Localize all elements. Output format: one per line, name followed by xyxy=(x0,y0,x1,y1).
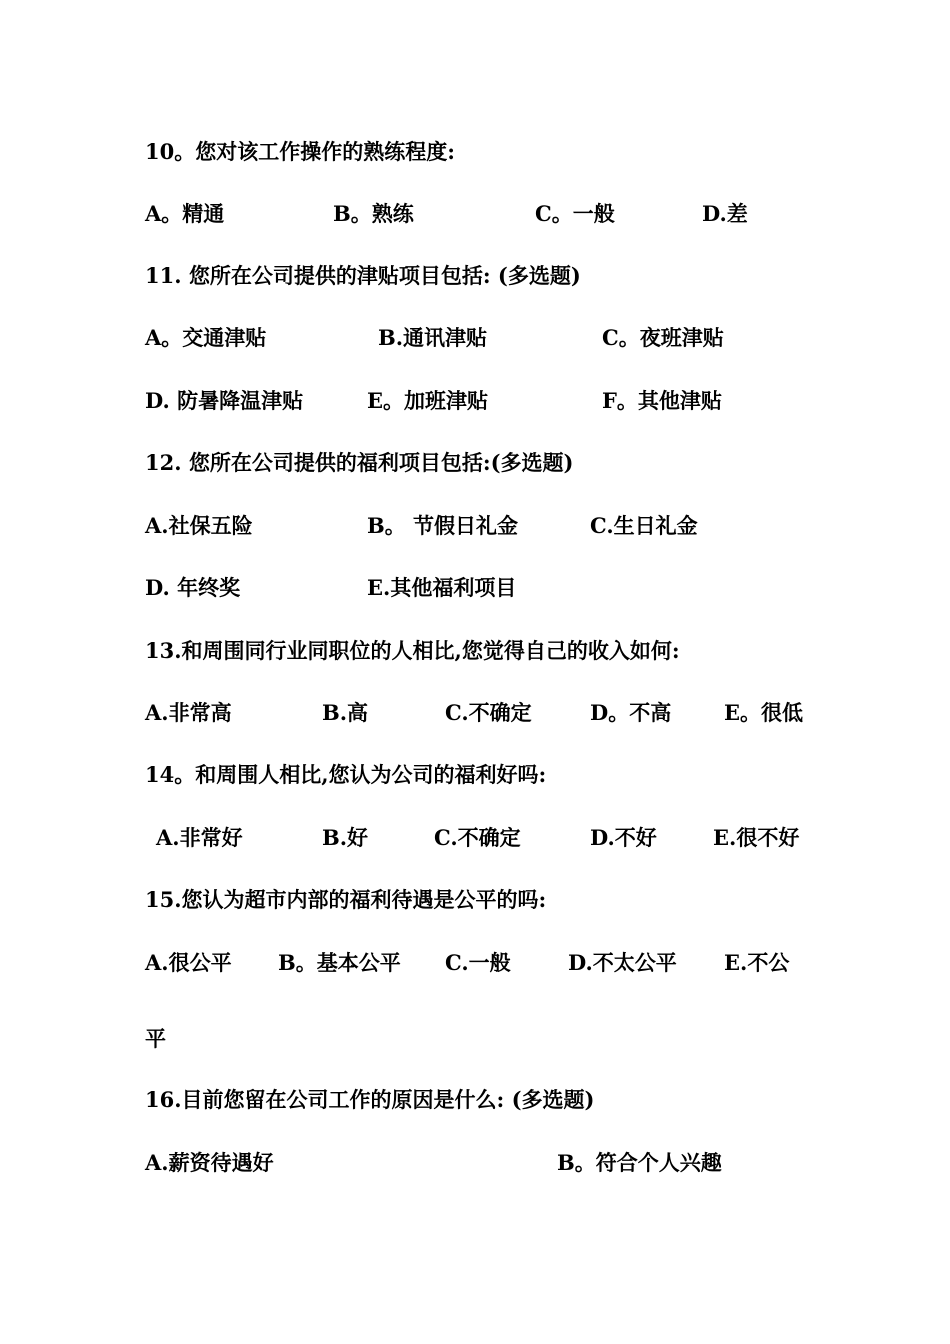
option-c: C。夜班津贴 xyxy=(602,325,724,350)
question-12-options-row-1 xyxy=(0,511,950,541)
question-text: 16.目前您留在公司工作的原因是什么: (多选题) xyxy=(145,1087,595,1112)
option-b: B.高 xyxy=(322,700,369,725)
option-a: A.社保五险 xyxy=(145,513,253,538)
option-b: B。基本公平 xyxy=(278,950,401,975)
question-12-options-row-2 xyxy=(0,573,950,603)
option-a: A.薪资待遇好 xyxy=(145,1150,274,1175)
question-13 xyxy=(0,636,950,666)
question-text: 10。您对该工作操作的熟练程度: xyxy=(145,139,455,164)
option-a: A.非常好 xyxy=(156,825,243,850)
option-a: A。交通津贴 xyxy=(145,325,267,350)
option-e: E.不公 xyxy=(724,950,790,975)
option-d: D. 年终奖 xyxy=(145,575,241,600)
question-12 xyxy=(0,448,950,478)
option-e: E.其他福利项目 xyxy=(367,575,517,600)
question-text: 15.您认为超市内部的福利待遇是公平的吗: xyxy=(145,887,547,912)
question-text: 12. 您所在公司提供的福利项目包括:(多选题) xyxy=(145,450,574,475)
option-d: D.不太公平 xyxy=(568,950,677,975)
wrapped-text: 平 xyxy=(145,1026,166,1051)
option-b: B.通讯津贴 xyxy=(378,325,488,350)
option-c: C.生日礼金 xyxy=(590,513,698,538)
option-f: F。其他津贴 xyxy=(602,388,722,413)
question-text: 11. 您所在公司提供的津贴项目包括: (多选题) xyxy=(145,263,581,288)
option-a: A。精通 xyxy=(145,201,225,226)
question-16 xyxy=(0,1085,950,1115)
option-b: B。熟练 xyxy=(333,201,414,226)
question-15-options xyxy=(0,948,950,978)
question-11 xyxy=(0,261,950,291)
option-b: B。符合个人兴趣 xyxy=(557,1150,722,1175)
option-c: C。一般 xyxy=(535,201,615,226)
question-13-options xyxy=(0,698,950,728)
option-d: D。不高 xyxy=(590,700,672,725)
question-15-option-e-wrap xyxy=(0,1024,950,1054)
question-10-options xyxy=(0,199,950,229)
option-d: D.差 xyxy=(702,201,748,226)
option-b: B。 节假日礼金 xyxy=(367,513,519,538)
question-14 xyxy=(0,760,950,790)
question-15 xyxy=(0,885,950,915)
option-b: B.好 xyxy=(322,825,369,850)
option-e: E。很低 xyxy=(724,700,804,725)
option-c: C.不确定 xyxy=(445,700,532,725)
option-a: A.很公平 xyxy=(145,950,232,975)
question-14-options xyxy=(0,823,950,853)
option-c: C.一般 xyxy=(445,950,511,975)
question-10 xyxy=(0,137,950,167)
option-c: C.不确定 xyxy=(434,825,521,850)
option-a: A.非常高 xyxy=(145,700,232,725)
question-11-options-row-1 xyxy=(0,323,950,353)
option-e: E.很不好 xyxy=(713,825,800,850)
option-d: D.不好 xyxy=(590,825,657,850)
option-e: E。加班津贴 xyxy=(367,388,489,413)
question-11-options-row-2 xyxy=(0,386,950,416)
question-text: 13.和周围同行业同职位的人相比,您觉得自己的收入如何: xyxy=(145,638,680,663)
question-16-options xyxy=(0,1148,950,1178)
option-d: D. 防暑降温津贴 xyxy=(145,388,304,413)
question-text: 14。和周围人相比,您认为公司的福利好吗: xyxy=(145,762,547,787)
